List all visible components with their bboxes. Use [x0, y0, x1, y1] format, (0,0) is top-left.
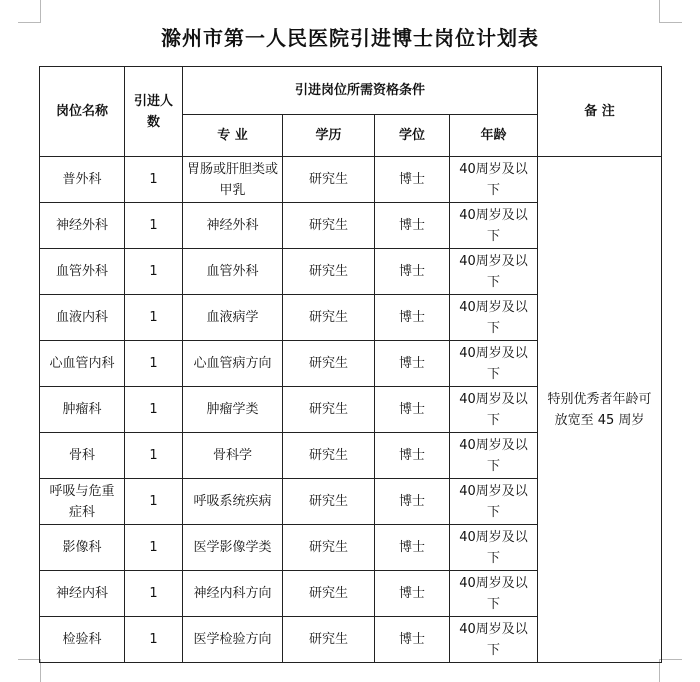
cell-degree: 博士 — [375, 617, 450, 663]
cell-major: 神经外科 — [183, 203, 283, 249]
cell-age: 40周岁及以下 — [450, 295, 538, 341]
cell-major: 心血管病方向 — [183, 341, 283, 387]
cell-position: 呼吸与危重症科 — [40, 479, 125, 525]
cell-count: 1 — [125, 433, 183, 479]
cell-position: 血管外科 — [40, 249, 125, 295]
cell-count: 1 — [125, 203, 183, 249]
header-major: 专 业 — [183, 115, 283, 157]
cell-remark: 特别优秀者年龄可放宽至 45 周岁 — [538, 157, 662, 663]
cell-position: 骨科 — [40, 433, 125, 479]
cell-education: 研究生 — [283, 295, 375, 341]
cell-education: 研究生 — [283, 387, 375, 433]
cell-degree: 博士 — [375, 571, 450, 617]
crop-mark-top-left — [18, 0, 41, 23]
cell-position: 普外科 — [40, 157, 125, 203]
cell-major: 骨科学 — [183, 433, 283, 479]
cell-degree: 博士 — [375, 249, 450, 295]
cell-position: 血液内科 — [40, 295, 125, 341]
cell-major: 血液病学 — [183, 295, 283, 341]
cell-major: 医学检验方向 — [183, 617, 283, 663]
header-age: 年龄 — [450, 115, 538, 157]
cell-position: 影像科 — [40, 525, 125, 571]
cell-count: 1 — [125, 479, 183, 525]
cell-education: 研究生 — [283, 617, 375, 663]
header-degree: 学位 — [375, 115, 450, 157]
cell-count: 1 — [125, 571, 183, 617]
cell-major: 肿瘤学类 — [183, 387, 283, 433]
cell-position: 神经外科 — [40, 203, 125, 249]
cell-count: 1 — [125, 387, 183, 433]
cell-position: 神经内科 — [40, 571, 125, 617]
cell-education: 研究生 — [283, 341, 375, 387]
crop-mark-top-right — [659, 0, 682, 23]
cell-position: 肿瘤科 — [40, 387, 125, 433]
table-row — [40, 157, 662, 203]
cell-age: 40周岁及以下 — [450, 387, 538, 433]
cell-degree: 博士 — [375, 525, 450, 571]
cell-major: 医学影像学类 — [183, 525, 283, 571]
cell-degree: 博士 — [375, 387, 450, 433]
cell-count: 1 — [125, 525, 183, 571]
cell-education: 研究生 — [283, 203, 375, 249]
cell-education: 研究生 — [283, 433, 375, 479]
recruitment-plan-table — [39, 66, 662, 663]
header-count: 引进人数 — [125, 67, 183, 157]
cell-age: 40周岁及以下 — [450, 433, 538, 479]
crop-mark-bottom-right — [659, 659, 682, 682]
cell-age: 40周岁及以下 — [450, 571, 538, 617]
cell-count: 1 — [125, 157, 183, 203]
cell-degree: 博士 — [375, 157, 450, 203]
cell-degree: 博士 — [375, 479, 450, 525]
cell-degree: 博士 — [375, 203, 450, 249]
cell-age: 40周岁及以下 — [450, 525, 538, 571]
cell-count: 1 — [125, 249, 183, 295]
cell-education: 研究生 — [283, 157, 375, 203]
cell-education: 研究生 — [283, 571, 375, 617]
page-title: 滁州市第一人民医院引进博士岗位计划表 — [161, 26, 539, 50]
cell-count: 1 — [125, 341, 183, 387]
cell-degree: 博士 — [375, 341, 450, 387]
cell-education: 研究生 — [283, 249, 375, 295]
cell-age: 40周岁及以下 — [450, 617, 538, 663]
cell-major: 呼吸系统疾病 — [183, 479, 283, 525]
cell-education: 研究生 — [283, 479, 375, 525]
cell-major: 胃肠或肝胆类或甲乳 — [183, 157, 283, 203]
header-requirements: 引进岗位所需资格条件 — [183, 67, 538, 115]
header-position: 岗位名称 — [40, 67, 125, 157]
table-body — [40, 157, 662, 663]
cell-age: 40周岁及以下 — [450, 479, 538, 525]
cell-position: 心血管内科 — [40, 341, 125, 387]
cell-major: 血管外科 — [183, 249, 283, 295]
header-remarks: 备 注 — [538, 67, 662, 157]
cell-position: 检验科 — [40, 617, 125, 663]
cell-age: 40周岁及以下 — [450, 203, 538, 249]
cell-age: 40周岁及以下 — [450, 249, 538, 295]
cell-education: 研究生 — [283, 525, 375, 571]
crop-mark-bottom-left — [18, 659, 41, 682]
cell-major: 神经内科方向 — [183, 571, 283, 617]
cell-count: 1 — [125, 617, 183, 663]
cell-count: 1 — [125, 295, 183, 341]
header-education: 学历 — [283, 115, 375, 157]
cell-age: 40周岁及以下 — [450, 341, 538, 387]
cell-age: 40周岁及以下 — [450, 157, 538, 203]
cell-degree: 博士 — [375, 433, 450, 479]
cell-degree: 博士 — [375, 295, 450, 341]
